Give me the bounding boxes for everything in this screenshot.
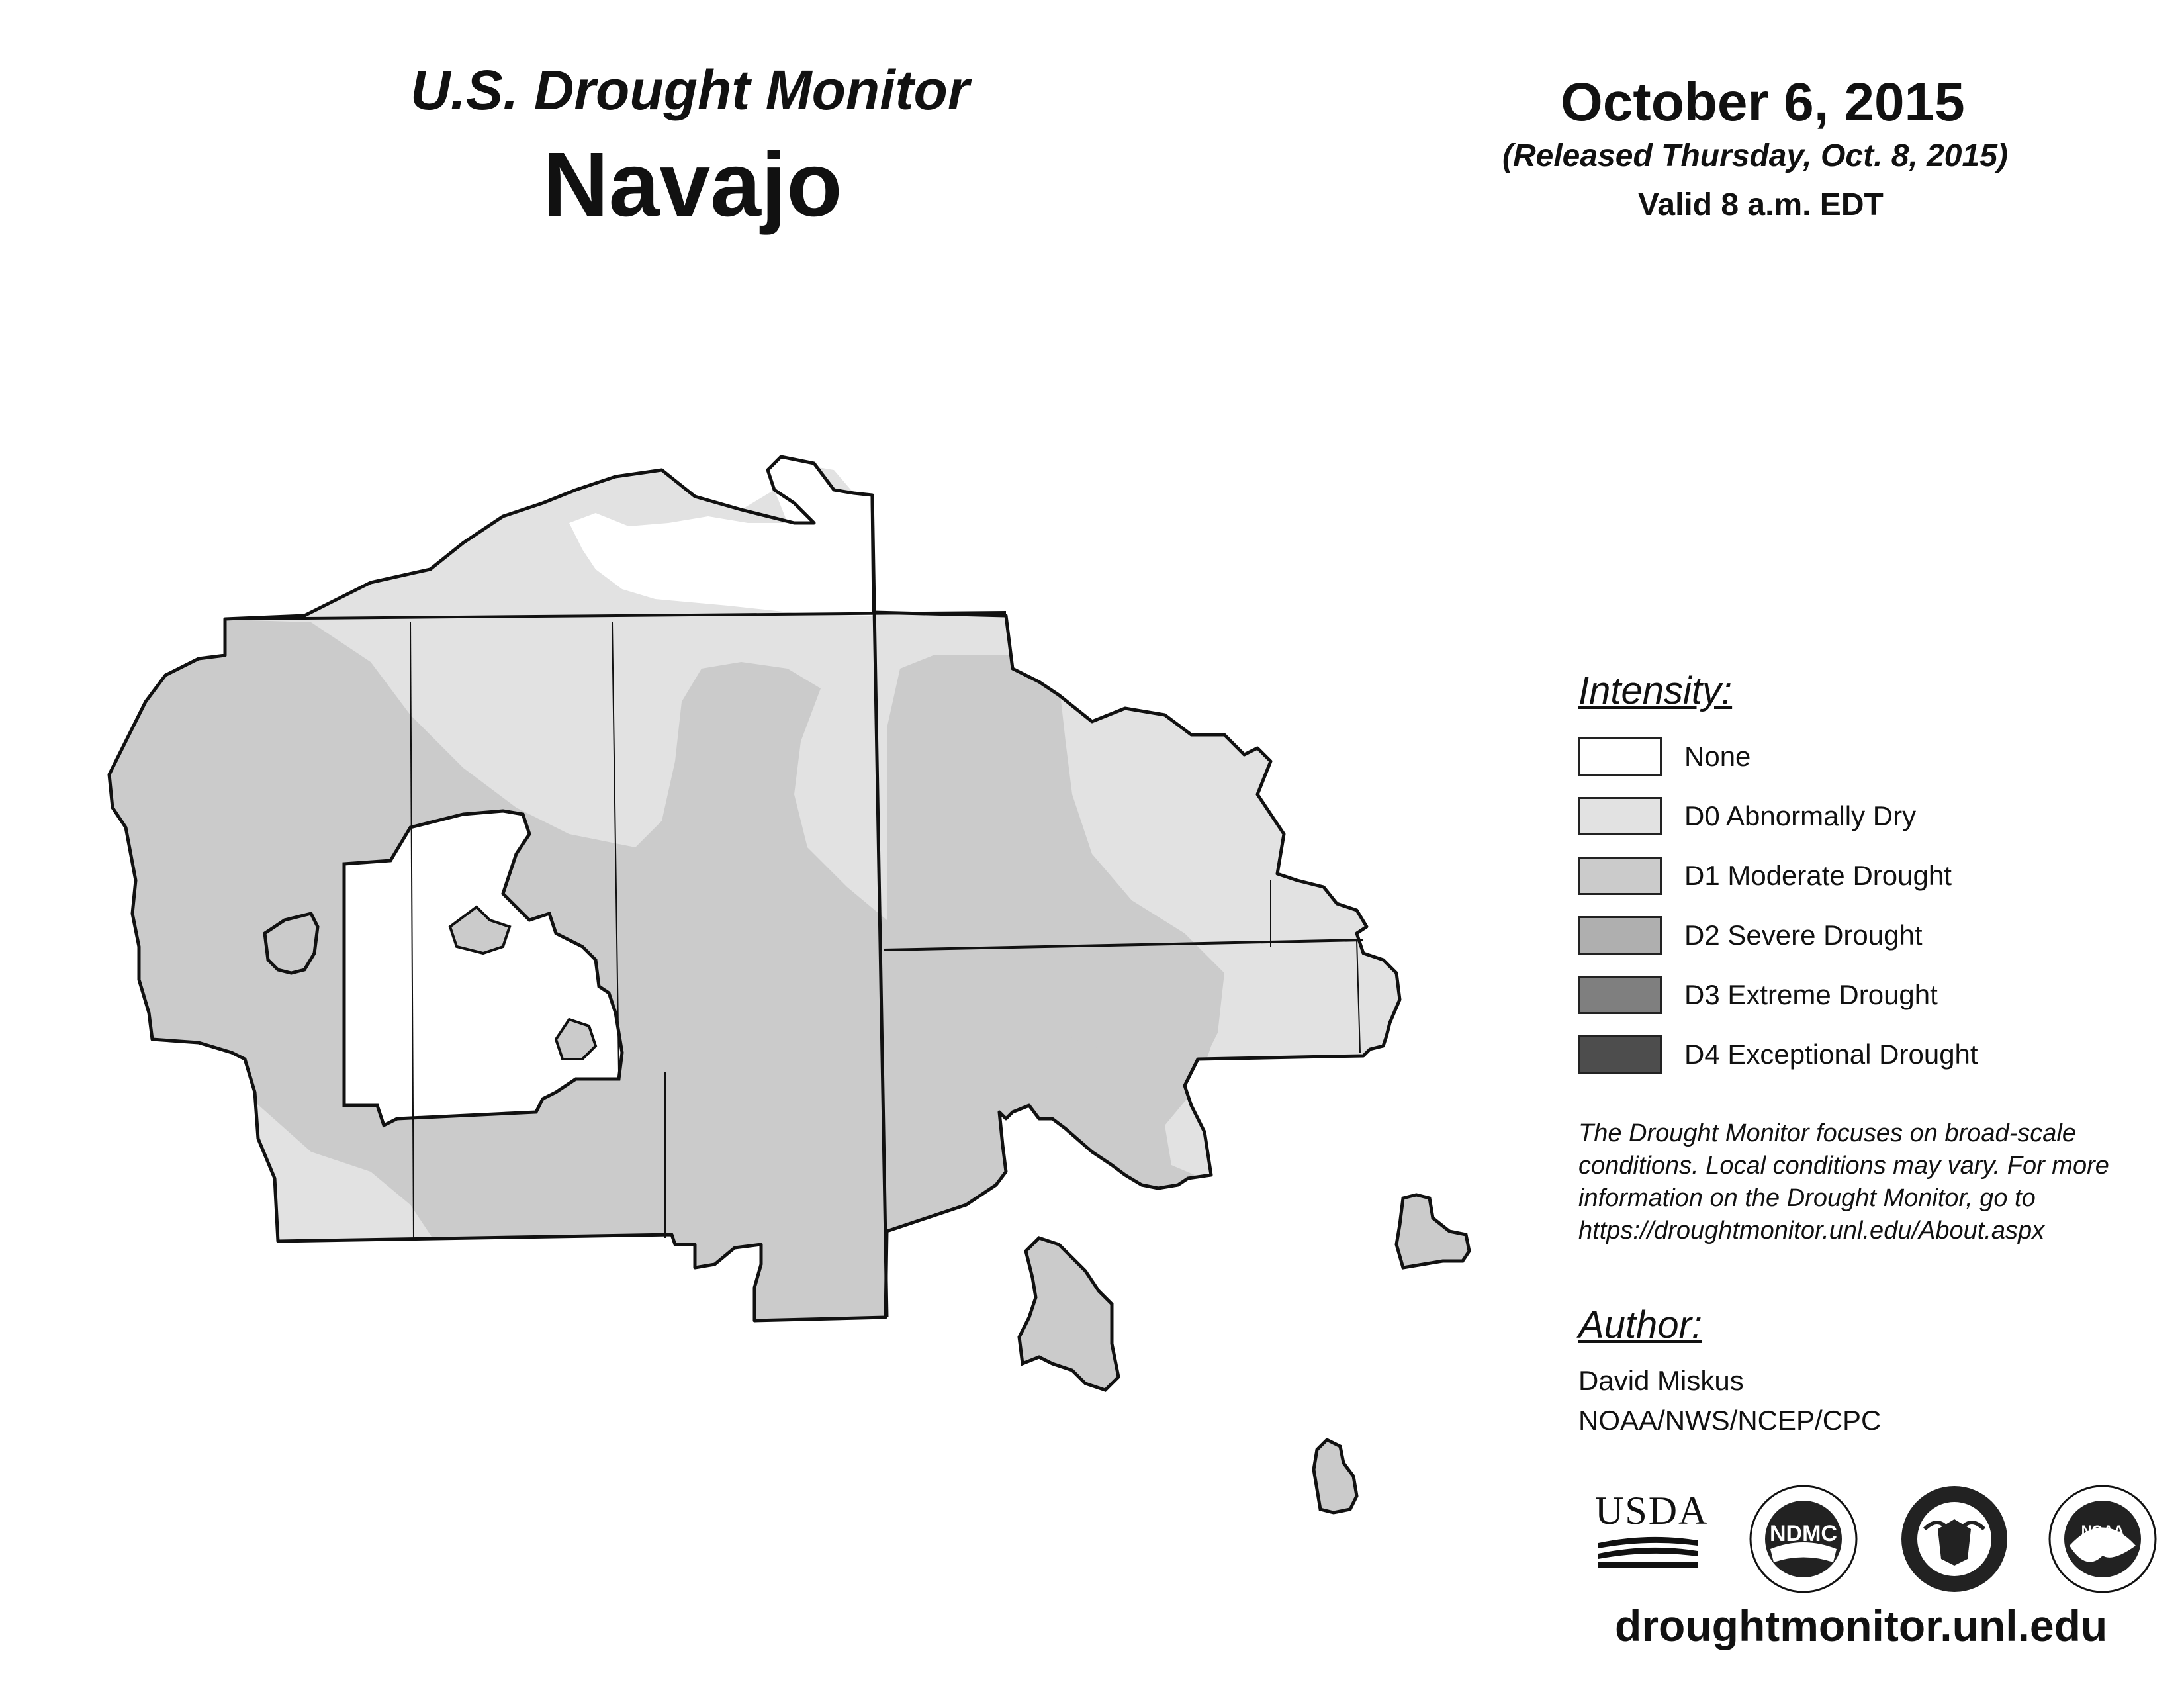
ndmc-logo-text: NDMC: [1770, 1521, 1837, 1546]
dept-of-commerce-seal-icon: [1898, 1483, 2011, 1595]
map-date: October 6, 2015: [1561, 72, 1965, 132]
disclaimer-text: [1578, 1117, 2174, 1247]
disclaimer-line: conditions. Local conditions may vary. For more: [1578, 1152, 2109, 1180]
disclaimer-link[interactable]: https://droughtmonitor.unl.edu/About.aspx: [1578, 1217, 2045, 1244]
legend-item: [1578, 974, 1938, 1015]
usda-logo: [1595, 1488, 1709, 1566]
usda-waves-icon: [1595, 1534, 1701, 1568]
author-heading: Author:: [1578, 1303, 1702, 1346]
legend-heading: Intensity:: [1578, 669, 1733, 712]
release-date: (Released Thursday, Oct. 8, 2015): [1502, 138, 2008, 173]
author-organization: NOAA/NWS/NCEP/CPC: [1578, 1405, 1882, 1436]
legend-label: D4 Exceptional Drought: [1684, 1039, 1978, 1070]
legend-label: D3 Extreme Drought: [1684, 979, 1938, 1010]
usda-logo-text: USDA: [1595, 1489, 1709, 1532]
legend-label: None: [1684, 741, 1751, 772]
legend-swatch: [1578, 976, 1662, 1014]
disclaimer-line: The Drought Monitor focuses on broad-scale: [1578, 1119, 2076, 1147]
legend-item: [1578, 1034, 1978, 1075]
legend-item: [1578, 855, 1952, 896]
legend-item: [1578, 796, 1916, 837]
legend-swatch: [1578, 1035, 1662, 1074]
legend-swatch: [1578, 916, 1662, 955]
disclaimer-line: information on the Drought Monitor, go to: [1578, 1184, 2036, 1212]
legend-swatch: [1578, 797, 1662, 835]
noaa-logo: [2046, 1483, 2159, 1595]
legend-label: D1 Moderate Drought: [1684, 860, 1952, 891]
legend-item: [1578, 736, 1751, 777]
noaa-logo-text: NOAA: [2081, 1523, 2124, 1539]
valid-time: Valid 8 a.m. EDT: [1638, 187, 1884, 222]
legend-swatch: [1578, 857, 1662, 895]
map-subtitle: U.S. Drought Monitor: [410, 59, 970, 121]
website-link[interactable]: droughtmonitor.unl.edu: [1615, 1601, 2108, 1650]
legend-swatch: [1578, 737, 1662, 776]
map-title: Navajo: [543, 134, 842, 236]
ndmc-logo: [1747, 1483, 1860, 1595]
author-name: David Miskus: [1578, 1365, 1744, 1396]
legend-label: D0 Abnormally Dry: [1684, 800, 1917, 831]
legend-item: [1578, 915, 1923, 956]
legend-label: D2 Severe Drought: [1684, 919, 1923, 951]
